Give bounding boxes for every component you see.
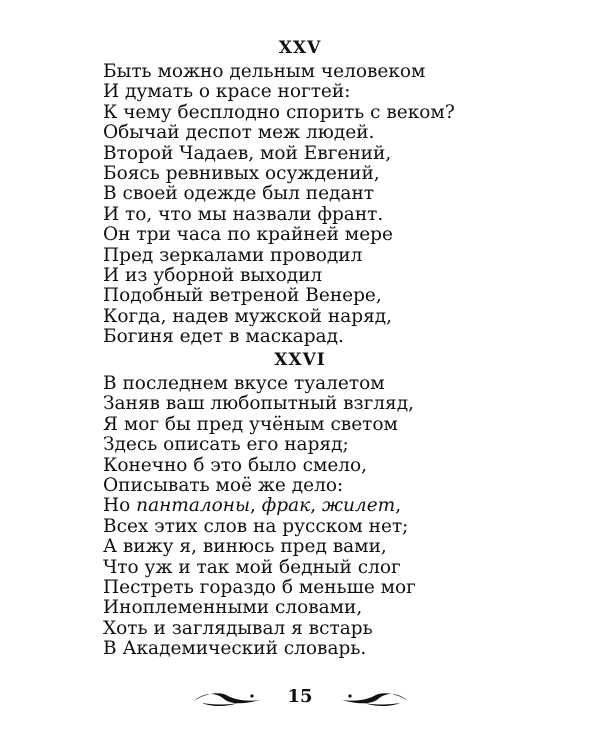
verse-line <box>103 476 416 496</box>
verse-line <box>103 639 416 659</box>
verse-text: Но <box>103 495 137 517</box>
verse-line <box>103 374 416 394</box>
verse-text: Он три часа по крайней мере <box>103 224 393 246</box>
verse-text: К чему бесплодно спорить с веком? <box>103 101 455 123</box>
verse-text: И то, что мы назвали франт. <box>103 203 384 225</box>
verse-text: Конечно б это было смело, <box>103 454 368 476</box>
verse-text: Что уж и так мой бедный слог <box>103 556 401 578</box>
verse-line <box>103 517 416 537</box>
verse-line <box>103 456 416 476</box>
verse-text: Боясь ревнивых осуждений, <box>103 163 380 185</box>
verse-text: Я мог бы пред учёным светом <box>103 413 398 435</box>
verse-text: Здесь описать его наряд; <box>103 434 349 456</box>
verse-line <box>103 225 455 245</box>
verse-text: В последнем вкусе туалетом <box>103 373 385 394</box>
stanza-heading: XXVI <box>274 350 326 370</box>
verse-text: , <box>310 495 322 517</box>
verse-line <box>103 394 416 414</box>
verse-text: Второй Чадаев, мой Евгений, <box>103 142 392 164</box>
verse-line <box>103 164 455 184</box>
verse-line <box>103 537 416 557</box>
verse-line <box>103 205 455 225</box>
verse-line <box>103 307 455 327</box>
verse-line <box>103 246 455 266</box>
verse-line <box>103 327 455 347</box>
verse-line <box>103 286 455 306</box>
italic-word: панталоны <box>136 495 251 517</box>
verse-text: Быть можно дельным человеком <box>103 61 426 82</box>
verse-line <box>103 184 455 204</box>
verse-line <box>103 123 455 143</box>
verse-line <box>103 578 416 598</box>
verse-text: Иноплеменными словами, <box>103 597 363 619</box>
verse-text: В Академический словарь. <box>103 638 367 660</box>
verse-text: Обычай деспот меж людей. <box>103 122 375 144</box>
verse-text: Богиня едет в маскарад. <box>103 326 344 348</box>
page-footer <box>0 676 600 716</box>
page-number: 15 <box>287 686 313 707</box>
verse-line <box>103 558 416 578</box>
verse-line <box>103 496 416 516</box>
stanza-text <box>103 374 416 660</box>
verse-line <box>103 82 455 102</box>
verse-text: Заняв ваш любопытный взгляд, <box>103 393 414 415</box>
verse-text: Всех этих слов на русском нет; <box>103 515 409 537</box>
stanza-heading: XXV <box>278 38 322 58</box>
verse-text: И думать о красе ногтей: <box>103 81 351 103</box>
verse-text: Пестреть гораздо б меньше мог <box>103 577 416 599</box>
verse-text: Пред зеркалами проводил <box>103 244 363 266</box>
stanza-text <box>103 62 455 348</box>
verse-text: А вижу я, винюсь пред вами, <box>103 536 387 558</box>
italic-word: жилет <box>321 495 396 517</box>
verse-text: В своей одежде был педант <box>103 183 375 205</box>
flourish-right-icon <box>340 690 410 708</box>
verse-text: Подобный ветреной Венере, <box>103 285 382 307</box>
verse-line <box>103 619 416 639</box>
verse-line <box>103 144 455 164</box>
verse-text: Когда, надев мужской наряд, <box>103 305 393 327</box>
verse-text: , <box>250 495 262 517</box>
verse-line <box>103 266 455 286</box>
verse-line <box>103 103 455 123</box>
verse-text: И из уборной выходил <box>103 265 323 287</box>
verse-line <box>103 598 416 618</box>
verse-line <box>103 435 416 455</box>
verse-line <box>103 62 455 82</box>
verse-text: Хоть и заглядывал я встарь <box>103 617 373 639</box>
verse-text: , <box>395 495 402 517</box>
verse-text: Описывать моё же дело: <box>103 475 344 497</box>
verse-line <box>103 415 416 435</box>
italic-word: фрак <box>261 495 311 517</box>
